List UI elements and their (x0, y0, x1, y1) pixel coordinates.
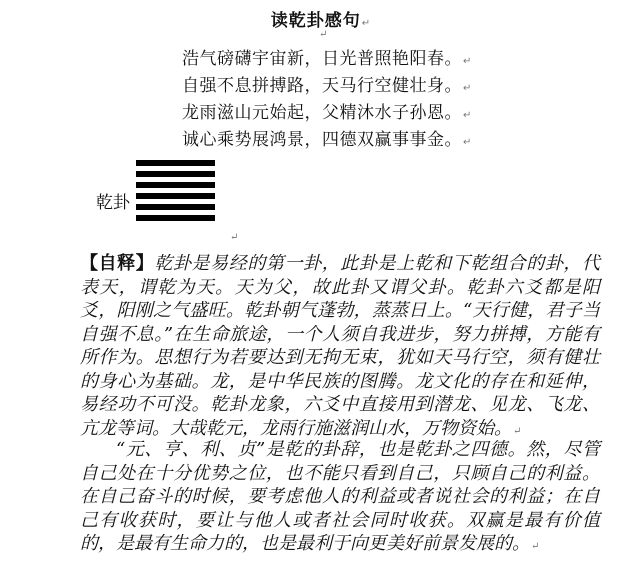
paragraph-2 (80, 438, 600, 559)
return-mark: ↵ (361, 18, 372, 29)
return-mark: ↵ (463, 137, 472, 148)
return-mark: ↵ (531, 541, 540, 552)
hexagram-yang-line (136, 193, 215, 199)
return-mark: ↵ (513, 425, 522, 437)
poem-line: 浩气磅礴宇宙新，日光普照艳阳春。↵ (182, 49, 472, 69)
hexagram-yang-line (136, 204, 215, 210)
title-text: 读乾卦感句 (270, 11, 361, 31)
return-mark: ↵ (463, 83, 472, 94)
poem (182, 47, 472, 155)
hexagram-yang-line (136, 160, 215, 166)
return-mark: ↵ (230, 232, 239, 243)
return-mark: ↵ (463, 110, 472, 121)
return-mark: ↵ (319, 29, 328, 40)
hexagram-label: 乾卦 (96, 193, 130, 213)
poem-line: 龙雨滋山元始起，父精沐水子孙恩。↵ (182, 103, 472, 123)
hexagram-yang-line (136, 171, 215, 177)
paragraph-1 (80, 252, 600, 443)
hexagram-yang-line (136, 215, 215, 221)
paragraph-2-text: “元、亨、利、贞”是乾的卦辞，也是乾卦之四德。然，尽管自己处在十分优势之位，也不能只看到自己，只顾自己的利益。在自己奋斗的时候，要考虑他人的利益或者说社会的利益；在自己有收获时，要让与他人或者社会同时收获。双赢是最有价值的，是最有生命力的，也是最利于向更美好前景发展的。 (80, 439, 600, 554)
page-title (0, 6, 642, 31)
paragraph-1-text: 乾卦是易经的第一卦，此卦是上乾和下乾组合的卦，代表天，谓乾为天。天为父，故此卦又谓父卦。乾卦六爻都是阳爻，阳刚之气盛旺。乾卦朝气蓬勃，蒸蒸日上。“天行健，君子当自强不息。”在生命旅途，一个人须自我进步，努力拼搏，方能有所作为。思想行为若要达到无拘无束，犹如天马行空，须有健壮的身心为基础。龙，是中华民族的图腾。龙文化的存在和延伸，易经功不可没。乾卦龙象，六爻中直接用到潜龙、见龙、飞龙、亢龙等词。大哉乾元，龙雨行施滋润山水，万物资始。 (80, 253, 601, 439)
self-interpretation-tag: 【自释】 (80, 253, 155, 274)
return-mark: ↵ (463, 56, 472, 67)
poem-line: 诚心乘势展鸿景，四德双赢事事金。↵ (182, 130, 472, 150)
hexagram-yang-line (136, 182, 215, 188)
hexagram-qian (136, 160, 215, 226)
poem-line: 自强不息拼搏路，天马行空健壮身。↵ (182, 76, 472, 96)
